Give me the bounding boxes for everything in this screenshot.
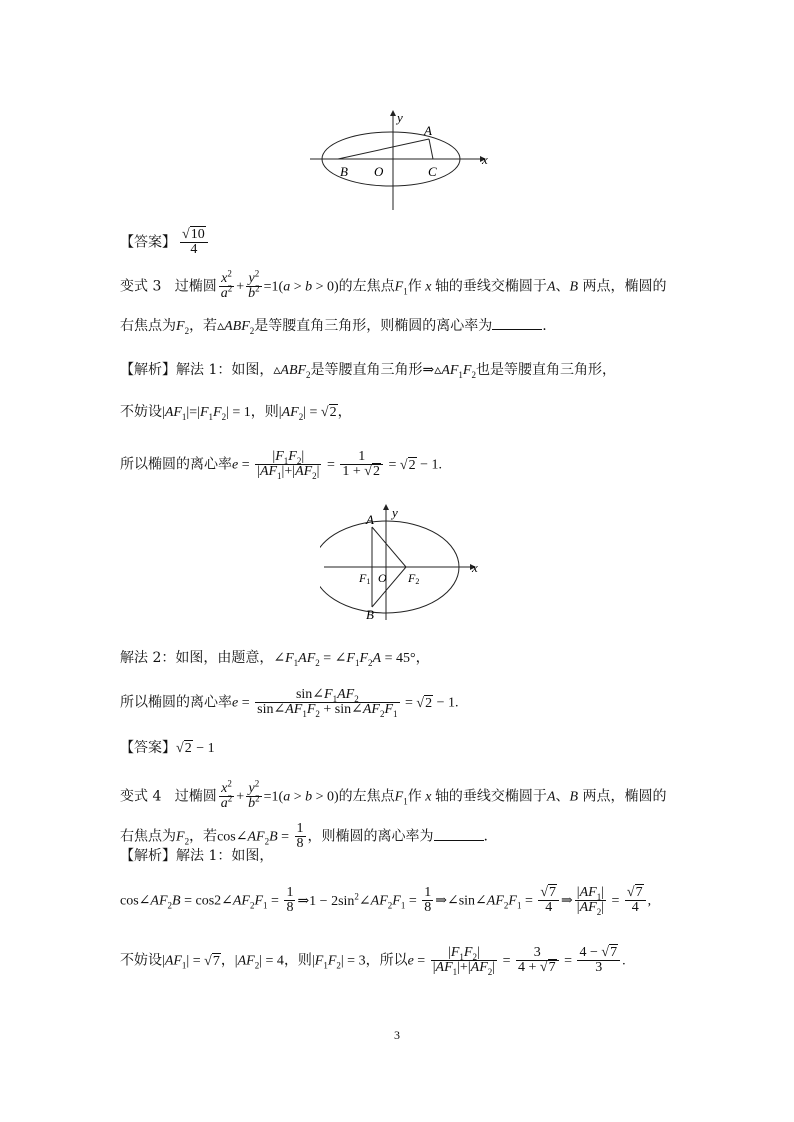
ellipse-figure-2 bbox=[320, 502, 490, 622]
variant3-solution-2: 解法 2：如图，由题意，$\angle F_1AF_2$ = $\angle F_1F_2A = 45^\circ$， bbox=[120, 650, 430, 668]
label-B: B bbox=[340, 164, 348, 179]
variant4-line1: 变式 4 过椭圆 $\frac{x^2}{a^2}$ + $\frac{y^2}{b^2}$ =1(a > b > 0)的左焦点$F_1$作 x 轴的垂线交椭圆于A、B 两点，椭圆的 bbox=[120, 778, 667, 811]
label-O: O bbox=[378, 571, 387, 585]
variant4-derivation: $\cos\angle AF_2B$ = $\cos 2\angle AF_2F_1$ = $\frac{1}{8}$ ⇒1 − $2\sin^2\angle AF_2F_1$ = $\frac{1}{8}$ $\Rightarrow\angle\sin\angle AF_2F_1$ = $\frac{√7}{4}$ ⇒ $\frac{|AF_1|}{|AF_2|}$ = $\frac{√7}{4}$ , bbox=[120, 885, 652, 917]
segment-AC bbox=[429, 139, 433, 159]
label-x: x bbox=[482, 152, 488, 167]
variant3-line2: 右焦点为$F_2$，若$▵ABF_2$是等腰直角三角形，则椭圆的离心率为 . bbox=[120, 318, 547, 336]
answer-2: 【答案】√2 − 1 bbox=[120, 740, 215, 756]
page-number: 3 bbox=[394, 1028, 400, 1042]
answer-1: 【答案】 $\frac{√10}{4}$ bbox=[120, 228, 210, 257]
answer-blank[interactable] bbox=[492, 317, 542, 330]
ellipse-figure-1 bbox=[310, 108, 500, 212]
segment-BA bbox=[338, 139, 429, 159]
variant3-assume: 不妨设$|AF_1|=|F_1F_2| = 1$，则$|AF_2| = √2$， bbox=[120, 404, 352, 422]
label-F2: F2 bbox=[408, 571, 420, 586]
variant3-eccentricity-2: 所以椭圆的离心率e = $\frac{\sin\angle F_1AF_2}{\sin\angle AF_1F_2 + \sin\angle AF_2F_1}$ = √2 − 1. bbox=[120, 687, 459, 719]
label-C: C bbox=[428, 164, 437, 179]
label-O: O bbox=[374, 164, 384, 179]
label-x: x bbox=[472, 560, 478, 575]
variant4-line2: 右焦点为$F_2$，若$\cos\angle AF_2B$ = $\frac{1}{8}$ ，则椭圆的离心率为 . bbox=[120, 821, 488, 851]
y-arrow bbox=[383, 504, 389, 510]
label-F1: F1 bbox=[359, 571, 371, 586]
label-B: B bbox=[366, 607, 374, 622]
label-A: A bbox=[366, 512, 374, 527]
variant4-result: 不妨设$|AF_1| = √7$，$|AF_2| = 4$，则$|F_1F_2| = 3$，所以e = $\frac{|F_1F_2|}{|AF_1|+|AF_2|}$ = $\frac{3}{4 + √7}$ = $\frac{4 - √7}{3}$ . bbox=[120, 945, 626, 977]
variant3-line1: 变式 3 过椭圆 $\frac{x^2}{a^2}$ + $\frac{y^2}{b^2}$ =1(a > b > 0)的左焦点$F_1$作 x 轴的垂线交椭圆于A、B 两点，椭圆的 bbox=[120, 268, 667, 301]
answer-blank[interactable] bbox=[434, 828, 484, 841]
label-A: A bbox=[424, 123, 432, 138]
variant3-eccentricity-1: 所以椭圆的离心率e = $\frac{|F_1F_2|}{|AF_1|+|AF_2|}$ = $\frac{1}{1 + √2}$ = √2 − 1. bbox=[120, 449, 442, 481]
variant4-solution-1: 【解析】解法 1：如图， bbox=[120, 848, 274, 864]
variant3-solution-1: 【解析】解法 1：如图，$▵ABF_2$是等腰直角三角形$\Rightarrow▵AF_1F_2$也是等腰直角三角形， bbox=[120, 362, 616, 380]
segment-AF2 bbox=[372, 527, 406, 567]
y-arrow bbox=[390, 110, 396, 116]
label-y: y bbox=[397, 110, 403, 125]
label-y: y bbox=[392, 505, 398, 520]
